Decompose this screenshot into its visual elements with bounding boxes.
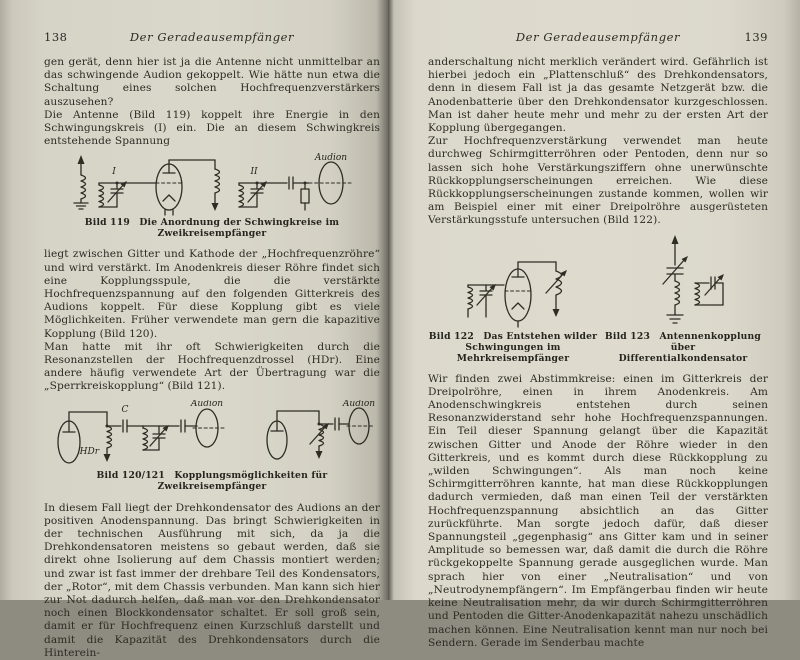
running-header xyxy=(44,30,380,48)
c-label: C xyxy=(121,404,129,415)
paragraph: anderschaltung nicht merklich verändert wird. Gefährlich ist hierbei jedoch ein „Plattenschluß“ des Drehkondensators, denn in diesem Fall ist ja das gesamte Netzgerät bzw. die Anodenbatterie über den Drehkondensator kurzgeschlossen. Man ist daher heute mehr und mehr zu der ersten Art der Kopplung übergegangen. xyxy=(428,56,768,135)
paragraph: Die Antenne (Bild 119) koppelt ihre Energie in den Schwingungskreis (I) ein. Die an diesem Schwingkreis entstehende Spannung xyxy=(44,108,380,148)
paragraph: liegt zwischen Gitter und Kathode der „Hochfrequenzröhre“ und wird verstärkt. Im Anodenkreis dieser Röhre findet sich eine Kopplungsspule, die die verstärkte Hochfrequenzspannung auf den folgenden Gitterkreis des Audions koppelt. Für diese Kopplung gibt es viele Möglichkeiten. Früher verwendete man gern die kapazitive Kopplung (Bild 120). xyxy=(44,248,380,340)
paragraph: In diesem Fall liegt der Drehkondensator des Audions an der positiven Anodenspannung. Das bringt Schwierigkeiten in der technischen Ausführung mit sich, da ja die Drehkondensatoren meistens so gebaut werden, daß sie direkt ohne Isolierung auf dem Chassis montiert werden; und zwar ist fast immer der drehbare Teil des Kondensators, der „Rotor“, mit dem Chassis verbunden. Man kann sich hier zur Not dadurch helfen, daß man vor den Drehkondensator noch einen Blockkondensator schaltet. Er soll groß sein, damit er für Hochfrequenz einen Kurzschluß darstellt und damit die Kapazität des Drehkondensators durch die Hinterein- xyxy=(44,501,380,659)
page-number: 138 xyxy=(44,30,68,44)
figure-row xyxy=(428,235,768,364)
tank1-label: I xyxy=(112,167,116,178)
schematic-bild-123 xyxy=(623,235,743,331)
page-138 xyxy=(0,0,388,659)
audion-label: Audion xyxy=(314,153,348,164)
figure-caption-line: Schwingungen im Mehrkreisempfänger xyxy=(456,341,570,364)
running-title: Der Geradeausempfänger xyxy=(515,30,681,44)
figure-caption-line: Bild 123 Antennenkopplung über xyxy=(604,330,762,353)
schematic-bild-119 xyxy=(57,153,367,217)
running-header xyxy=(428,30,768,48)
figure-bild-122 xyxy=(428,253,598,364)
paragraph: Wir finden zwei Abstimmkreise: einen im Gitterkreis der Dreipolröhre, einen in ihrem Anodenkreis. Am Anodenschwingkreis entstehen durch seinen Resonanzwiderstand sehr hohe Hochfrequenzspannungen. Ein Teil dieser Spannung gelangt über die Kapazität zwischen Gitter und Anode der Röhre wieder in den Gitterkreis, und es kommt durch diese Rückkopplung zu „wilden Schwingungen“. Als man noch keine Schirmgitterröhren kannte, hat man diese Rückkopplungen dadurch vermieden, daß man einen Teil der verstärkten Hochfrequenzspannung absichtlich an das Gitter zurückführte. Man sorgte jedoch dafür, daß dieser Spannungsteil „gegenphasig“ ans Gitter kam und in seiner Amplitude so bemessen war, daß damit die durch die Röhre rückgekoppelte Spannung gerade ausgeglichen wurde. Man sprach hier von einer „Neutralisation“ und von „Neutrodynempfängern“. Im Empfängerbau finden wir heute keine Neutralisation mehr, da wir durch Schirmgitterröhren und Pentoden die Gitter-Anodenkapazität nahezu unschädlich machen können. Eine Neutralisation kennt man nur noch bei Sendern. Gerade im Senderbau machte xyxy=(428,372,768,649)
page-138-content xyxy=(44,30,380,660)
audion-label: Audion xyxy=(342,399,376,409)
figure-caption-line: Differentialkondensator xyxy=(618,352,748,364)
page-139-content xyxy=(428,30,768,650)
page-139 xyxy=(388,0,800,649)
tank2-label: II xyxy=(250,167,258,178)
figure-bild-119 xyxy=(44,153,380,239)
figure-bild-123 xyxy=(598,235,768,364)
figure-caption-line: Bild 122 Das Entstehen wilder xyxy=(428,330,598,342)
paragraph: gen gerät, denn hier ist ja die Antenne nicht unmittelbar an das schwingende Audion gekoppelt. Wie hätte nun etwa die Schaltung eines solchen Hochfrequenzverstärkers auszusehen? xyxy=(44,56,380,108)
figure-bild-120-121 xyxy=(44,400,380,492)
page-number: 139 xyxy=(744,30,768,44)
schematic-bild-122 xyxy=(438,253,588,331)
audion-label: Audion xyxy=(190,399,224,409)
hdr-label: HDr xyxy=(79,446,99,457)
schematic-bild-120-121 xyxy=(47,400,377,470)
paragraph: Zur Hochfrequenzverstärkung verwendet man heute durchweg Schirmgitterröhren oder Pentoden, denn nur so lassen sich hohe Verstärkungsziffern ohne unerwünschte Rückkopplungserscheinungen erreichen. Wie diese Rückkopplungserscheinungen zustande kommen, wollen wir am Beispiel einer mit einer Dreipolröhre ausgerüsteten Verstärkungsstufe untersuchen (Bild 122). xyxy=(428,135,768,227)
figure-caption: Bild 120/121 Kopplungsmöglichkeiten für Zweikreisempfänger xyxy=(96,469,328,492)
paragraph: Man hatte mit ihr oft Schwierigkeiten durch die Resonanzstellen der Hochfrequenzdrossel (HDr). Eine andere häufig verwendete Art der Übertragung war die „Sperrkreiskopplung“ (Bild 121). xyxy=(44,340,380,393)
figure-caption: Bild 119 Die Anordnung der Schwingkreise im Zweikreisempfänger xyxy=(84,217,340,240)
running-title: Der Geradeausempfänger xyxy=(129,30,295,44)
